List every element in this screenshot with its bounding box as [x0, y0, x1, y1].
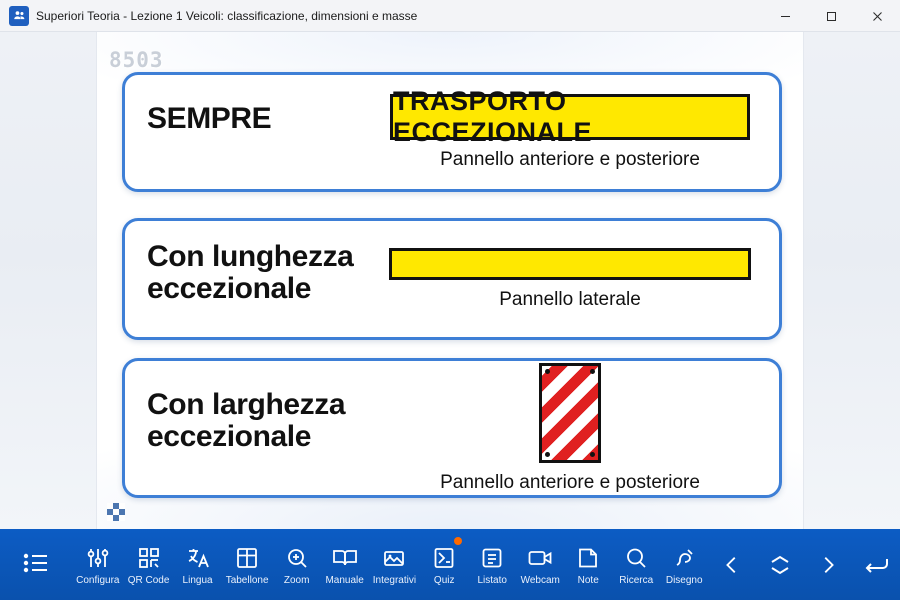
- red-white-striped-panel: [539, 363, 601, 463]
- toolbar-item-quiz[interactable]: [420, 529, 468, 600]
- toolbar-label: Lingua: [182, 574, 213, 586]
- toolbar-item-tabellone[interactable]: [222, 529, 273, 600]
- toolbar-label: Tabellone: [225, 574, 269, 586]
- toolbar-item-manuale[interactable]: [321, 529, 369, 600]
- toolbar-item-integrativi[interactable]: [369, 529, 421, 600]
- toolbar-label: Integrativi: [372, 574, 417, 586]
- card-caption: Pannello laterale: [499, 288, 641, 310]
- book-icon: [332, 544, 358, 572]
- nav-updown-button[interactable]: [756, 529, 804, 600]
- sliders-icon: [86, 544, 110, 572]
- toolbar-label: Webcam: [520, 574, 560, 586]
- language-icon: [186, 544, 210, 572]
- table-icon: [235, 544, 259, 572]
- toolbar-item-zoom[interactable]: [273, 529, 321, 600]
- image-stack-icon: [382, 544, 406, 572]
- card-sempre: [122, 72, 782, 192]
- quiz-notification-badge: [454, 537, 462, 545]
- toolbar-label: Ricerca: [619, 574, 654, 586]
- maximize-button[interactable]: [808, 0, 854, 32]
- card-label: SEMPRE: [147, 102, 272, 135]
- toolbar-label: Note: [577, 574, 599, 586]
- close-button[interactable]: [854, 0, 900, 32]
- search-icon: [624, 544, 648, 572]
- card-label: Con lunghezza eccezionale: [147, 240, 354, 306]
- slide-number: 8503: [109, 48, 164, 72]
- slide-viewport: [0, 32, 900, 529]
- note-icon: [576, 544, 600, 572]
- toolbar-label: Manuale: [325, 574, 364, 586]
- people-icon: [9, 6, 29, 26]
- slide-watermark-icon: [107, 503, 125, 521]
- card-figure: [375, 361, 765, 495]
- card-label: Con larghezza eccezionale: [147, 388, 346, 454]
- nav-next-button[interactable]: [804, 529, 852, 600]
- card-figure: [375, 75, 765, 189]
- toolbar-item-note[interactable]: [564, 529, 612, 600]
- zoom-in-icon: [285, 544, 309, 572]
- toolbar-label: Listato: [477, 574, 507, 586]
- yellow-blank-bar: [389, 248, 751, 280]
- nav-back-button[interactable]: [852, 529, 900, 600]
- toolbar-item-listato[interactable]: [468, 529, 516, 600]
- list-square-icon: [480, 544, 504, 572]
- toolbar-label: Disegno: [665, 574, 703, 586]
- toolbar-item-qrcode[interactable]: [124, 529, 174, 600]
- quiz-icon: [432, 544, 456, 572]
- toolbar-label: Configura: [76, 574, 120, 586]
- card-caption: Pannello anteriore e posteriore: [440, 148, 700, 170]
- card-lunghezza: [122, 218, 782, 340]
- toolbar-item-configura[interactable]: [72, 529, 124, 600]
- toolbar-label: Quiz: [433, 574, 455, 586]
- slide: [97, 32, 803, 529]
- pen-icon: [672, 544, 696, 572]
- webcam-icon: [527, 544, 553, 572]
- card-figure: [375, 221, 765, 337]
- window-title: Superiori Teoria - Lezione 1 Veicoli: classificazione, dimensioni e masse: [36, 8, 418, 23]
- card-caption: Pannello anteriore e posteriore: [440, 471, 700, 493]
- window-controls: [762, 0, 900, 32]
- yellow-sign-with-text: TRASPORTO ECCEZIONALE: [390, 94, 750, 140]
- nav-previous-button[interactable]: [708, 529, 756, 600]
- bottom-toolbar: [0, 529, 900, 600]
- minimize-button[interactable]: [762, 0, 808, 32]
- title-bar: [0, 0, 900, 32]
- toolbar-item-ricerca[interactable]: [612, 529, 660, 600]
- toolbar-label: QR Code: [127, 574, 170, 586]
- toolbar-label: Zoom: [283, 574, 310, 586]
- toolbar-item-disegno[interactable]: [660, 529, 708, 600]
- card-larghezza: [122, 358, 782, 498]
- toolbar-item-menu[interactable]: [12, 529, 60, 600]
- list-settings-icon: [22, 549, 50, 577]
- toolbar-item-lingua[interactable]: [174, 529, 222, 600]
- qrcode-icon: [137, 544, 161, 572]
- toolbar-item-webcam[interactable]: [516, 529, 564, 600]
